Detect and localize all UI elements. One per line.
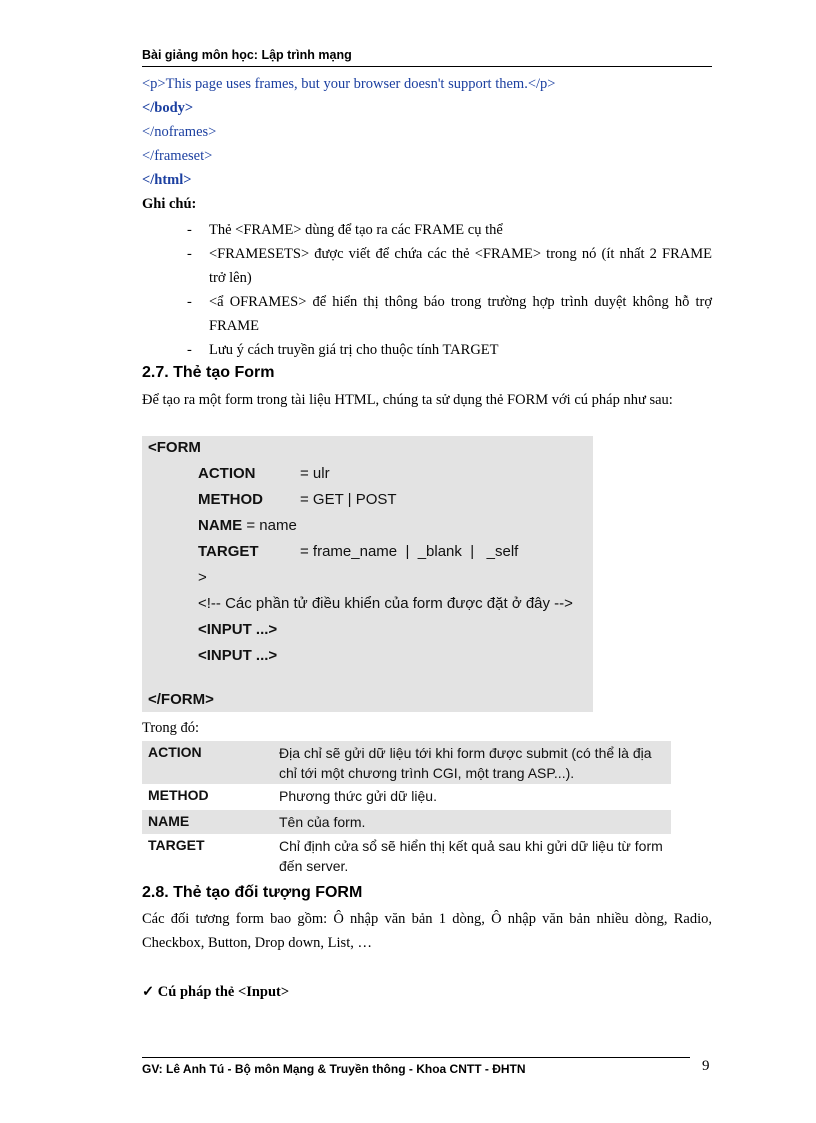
syntax-comment: <!-- Các phần tử điều khiển của form được đặt ở đây --> (198, 595, 573, 612)
attr-desc: Tên của form. (279, 814, 366, 830)
attr-key: METHOD (148, 787, 209, 803)
footer-divider (142, 1057, 690, 1058)
notes-title: Ghi chú: (142, 196, 197, 212)
section-heading-2-8: 2.8. Thẻ tạo đối tượng FORM (142, 884, 363, 901)
note-item: - Thẻ <FRAME> dùng để tạo ra các FRAME cụ thể (142, 218, 712, 242)
syntax-input-1: <INPUT ...> (198, 621, 278, 638)
table-row (142, 741, 671, 784)
bullet-dash: - (187, 222, 192, 238)
attr-desc: Địa chỉ sẽ gửi dữ liệu tới khi form được submit (có thể là địa chỉ tới một chương trình CGI, một trang ASP...). (279, 745, 652, 781)
code-line-noframes-close: </noframes> (142, 124, 217, 140)
footer-text: GV: Lê Anh Tú - Bộ môn Mạng & Truyền thông - Khoa CNTT - ĐHTN (142, 1062, 526, 1076)
syntax-attr-action: ACTION = ulr (198, 465, 330, 482)
attr-desc: Chỉ định cửa sổ sẽ hiển thị kết quả sau khi gửi dữ liệu từ form đến server. (279, 838, 663, 874)
attr-key: NAME (148, 813, 190, 829)
attr-desc: Phương thức gửi dữ liệu. (279, 788, 437, 804)
page-number: 9 (702, 1058, 710, 1074)
form-syntax-box (142, 436, 593, 712)
note-item: - <ẩ OFRAMES> để hiển thị thông báo trong trường hợp trình duyệt không hỗ trợ FRAME (142, 290, 712, 338)
syntax-close-bracket: > (198, 569, 207, 586)
form-attributes-table (142, 741, 671, 877)
code-line-p: <p>This page uses frames, but your browser doesn't support them.</p> (142, 76, 556, 92)
bullet-dash: - (187, 246, 192, 262)
running-header: Bài giảng môn học: Lập trình mạng (142, 48, 712, 67)
syntax-form-close: </FORM> (148, 691, 214, 708)
code-line-frameset-close: </frameset> (142, 148, 213, 164)
syntax-attr-name: NAME = name (198, 517, 297, 534)
section-2-8-intro: Các đối tương form bao gồm: Ô nhập văn bản 1 dòng, Ô nhập văn bản nhiều dòng, Radio, Checkbox, Button, Drop down, List, … (142, 911, 712, 951)
attr-key: TARGET (148, 837, 205, 853)
input-syntax-subheading: ✓ Cú pháp thẻ <Input> (142, 984, 290, 1000)
note-item: - Lưu ý cách truyền giá trị cho thuộc tính TARGET (142, 338, 712, 362)
check-mark-icon: ✓ (142, 984, 155, 1000)
section-heading-2-7: 2.7. Thẻ tạo Form (142, 364, 275, 381)
table-row (142, 834, 671, 877)
trong-do-label: Trong đó: (142, 720, 200, 736)
table-row (142, 810, 671, 834)
code-line-body-close: </body> (142, 100, 194, 116)
syntax-input-2: <INPUT ...> (198, 647, 278, 664)
table-row (142, 784, 671, 810)
note-item: - <FRAMESETS> được viết để chứa các thẻ <FRAME> trong nó (ít nhất 2 FRAME trở lên) (142, 242, 712, 290)
code-line-html-close: </html> (142, 172, 192, 188)
notes-list (142, 218, 712, 362)
bullet-dash: - (187, 342, 192, 358)
syntax-attr-target: TARGET = frame_name | _blank | _self (198, 543, 519, 560)
attr-key: ACTION (148, 744, 202, 760)
bullet-dash: - (187, 294, 192, 310)
syntax-attr-method: METHOD = GET | POST (198, 491, 397, 508)
section-2-7-intro: Để tạo ra một form trong tài liệu HTML, chúng ta sử dụng thẻ FORM với cú pháp như sau: (142, 392, 673, 408)
syntax-form-open: <FORM (148, 439, 201, 456)
